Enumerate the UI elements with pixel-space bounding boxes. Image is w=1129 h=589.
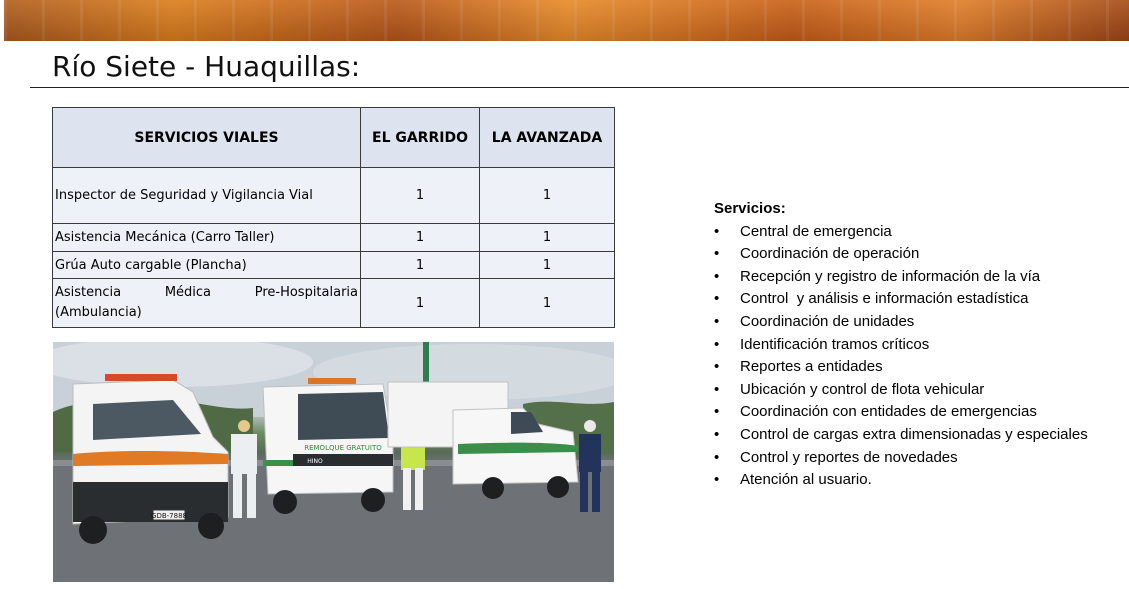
list-item	[714, 311, 1088, 334]
table-row	[53, 168, 615, 224]
service-item-label: Recepción y registro de información de la vía	[740, 267, 1041, 285]
la-avanzada-cell: 1	[480, 168, 615, 224]
table-row	[53, 252, 615, 279]
column-header-el-garrido: EL GARRIDO	[361, 108, 480, 168]
service-item-label: Atención al usuario.	[740, 471, 872, 489]
el-garrido-cell: 1	[361, 279, 480, 328]
list-item	[714, 221, 1088, 244]
column-header-la-avanzada: LA AVANZADA	[480, 108, 615, 168]
service-item-label: Reportes a entidades	[740, 358, 883, 376]
service-name-cell: Asistencia Mecánica (Carro Taller)	[53, 224, 361, 252]
list-item	[714, 447, 1088, 470]
service-name-cell: Inspector de Seguridad y Vigilancia Vial	[53, 168, 361, 224]
bullet-icon: •	[714, 312, 720, 330]
title-divider	[30, 87, 1129, 88]
tow-truck-brand: HINO	[307, 458, 323, 465]
ambulance-plate: GDB-7888	[151, 512, 187, 520]
column-header-servicios: SERVICIOS VIALES	[53, 108, 361, 168]
vehicles-photo	[53, 342, 614, 582]
bullet-icon: •	[714, 403, 720, 421]
bullet-icon: •	[714, 358, 720, 376]
bullet-icon: •	[714, 471, 720, 489]
services-list	[714, 221, 1088, 492]
bullet-icon: •	[714, 425, 720, 443]
el-garrido-cell: 1	[361, 168, 480, 224]
list-item	[714, 424, 1088, 447]
service-item-label: Control de cargas extra dimensionadas y especiales	[740, 425, 1088, 443]
service-name-cell: Asistencia Médica Pre-Hospitalaria (Ambulancia)	[53, 279, 361, 328]
service-item-label: Coordinación con entidades de emergencias	[740, 403, 1037, 421]
el-garrido-cell: 1	[361, 224, 480, 252]
service-item-label: Ubicación y control de flota vehicular	[740, 380, 985, 398]
services-panel	[714, 198, 1088, 492]
list-item	[714, 266, 1088, 289]
la-avanzada-cell: 1	[480, 224, 615, 252]
service-item-label: Coordinación de unidades	[740, 312, 915, 330]
table-header-row	[53, 108, 615, 168]
list-item	[714, 379, 1088, 402]
la-avanzada-cell: 1	[480, 279, 615, 328]
list-item	[714, 243, 1088, 266]
table-row	[53, 224, 615, 252]
el-garrido-cell: 1	[361, 252, 480, 279]
service-item-label: Identificación tramos críticos	[740, 335, 930, 353]
list-item	[714, 401, 1088, 424]
service-item-label: Control y análisis e información estadística	[740, 290, 1029, 308]
table-row	[53, 279, 615, 328]
service-item-label: Control y reportes de novedades	[740, 448, 958, 466]
list-item	[714, 469, 1088, 492]
services-table	[52, 107, 615, 328]
page-title: Río Siete - Huaquillas:	[52, 50, 361, 83]
list-item	[714, 334, 1088, 357]
header-banner-image	[4, 0, 1129, 41]
bullet-icon: •	[714, 222, 720, 240]
bullet-icon: •	[714, 448, 720, 466]
bullet-icon: •	[714, 380, 720, 398]
bullet-icon: •	[714, 245, 720, 263]
bullet-icon: •	[714, 267, 720, 285]
tow-truck-label: REMOLQUE GRATUITO	[304, 444, 382, 452]
vehicles-photo-illustration	[53, 342, 614, 582]
la-avanzada-cell: 1	[480, 252, 615, 279]
list-item	[714, 356, 1088, 379]
bullet-icon: •	[714, 335, 720, 353]
service-name-cell: Grúa Auto cargable (Plancha)	[53, 252, 361, 279]
list-item	[714, 288, 1088, 311]
bullet-icon: •	[714, 290, 720, 308]
service-item-label: Central de emergencia	[740, 222, 892, 240]
services-heading: Servicios:	[714, 200, 786, 217]
service-item-label: Coordinación de operación	[740, 245, 920, 263]
